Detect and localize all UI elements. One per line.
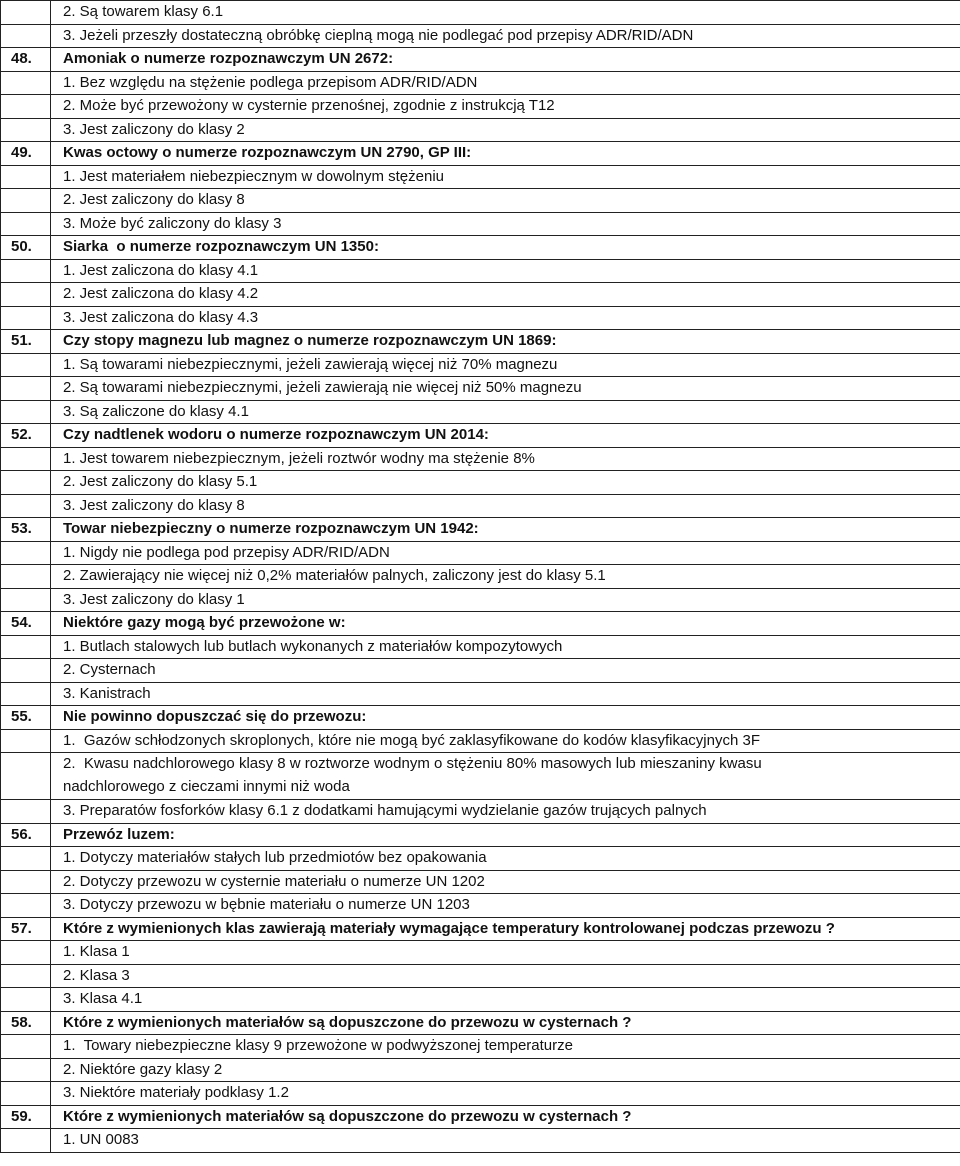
- question-number: 49.: [1, 142, 51, 166]
- question-number: [1, 682, 51, 706]
- answer-option: 1. Towary niebezpieczne klasy 9 przewożone w podwyższonej temperaturze: [51, 1035, 960, 1059]
- answer-option: 3. Jest zaliczona do klasy 4.3: [51, 306, 960, 330]
- question-text: Kwas octowy o numerze rozpoznawczym UN 2790, GP III:: [51, 142, 960, 166]
- answer-option: 3. Jest zaliczony do klasy 8: [51, 494, 960, 518]
- answer-option: 3. Jest zaliczony do klasy 1: [51, 588, 960, 612]
- question-number: [1, 941, 51, 965]
- answer-option: 3. Kanistrach: [51, 682, 960, 706]
- answer-row: [1, 753, 960, 800]
- answer-option: 3. Jest zaliczony do klasy 2: [51, 118, 960, 142]
- answer-row: [1, 447, 960, 471]
- question-number: [1, 189, 51, 213]
- answer-row: [1, 635, 960, 659]
- question-text: Nie powinno dopuszczać się do przewozu:: [51, 706, 960, 730]
- answer-option: 2. Klasa 3: [51, 964, 960, 988]
- question-number: [1, 1, 51, 25]
- question-row: [1, 1011, 960, 1035]
- answer-option: 2. Jest zaliczona do klasy 4.2: [51, 283, 960, 307]
- question-number: [1, 565, 51, 589]
- question-number: [1, 729, 51, 753]
- question-number: [1, 95, 51, 119]
- answer-row: [1, 189, 960, 213]
- answer-option: 2. Dotyczy przewozu w cysternie materiału o numerze UN 1202: [51, 870, 960, 894]
- answer-option: 3. Może być zaliczony do klasy 3: [51, 212, 960, 236]
- answer-option: 2. Zawierający nie więcej niż 0,2% materiałów palnych, zaliczony jest do klasy 5.1: [51, 565, 960, 589]
- answer-row: [1, 659, 960, 683]
- answer-row: [1, 588, 960, 612]
- question-text: Siarka o numerze rozpoznawczym UN 1350:: [51, 236, 960, 260]
- question-text: Które z wymienionych materiałów są dopuszczone do przewozu w cysternach ?: [51, 1105, 960, 1129]
- answer-option: 1. Nigdy nie podlega pod przepisy ADR/RID/ADN: [51, 541, 960, 565]
- answer-option: 2. Jest zaliczony do klasy 5.1: [51, 471, 960, 495]
- question-text: Towar niebezpieczny o numerze rozpoznawczym UN 1942:: [51, 518, 960, 542]
- answer-row: [1, 800, 960, 824]
- answer-row: [1, 870, 960, 894]
- question-number: 57.: [1, 917, 51, 941]
- question-number: 55.: [1, 706, 51, 730]
- question-number: [1, 471, 51, 495]
- answer-row: [1, 165, 960, 189]
- question-number: 53.: [1, 518, 51, 542]
- question-number: [1, 964, 51, 988]
- question-number: [1, 165, 51, 189]
- question-number: 48.: [1, 48, 51, 72]
- question-number: [1, 1082, 51, 1106]
- answer-option: [51, 753, 960, 800]
- answer-option: 2. Niektóre gazy klasy 2: [51, 1058, 960, 1082]
- answer-option: 3. Niektóre materiały podklasy 1.2: [51, 1082, 960, 1106]
- question-number: [1, 541, 51, 565]
- answer-row: [1, 894, 960, 918]
- answer-row: [1, 283, 960, 307]
- answer-option: 1. Są towarami niebezpiecznymi, jeżeli zawierają więcej niż 70% magnezu: [51, 353, 960, 377]
- question-number: 54.: [1, 612, 51, 636]
- answer-option: 1. Butlach stalowych lub butlach wykonanych z materiałów kompozytowych: [51, 635, 960, 659]
- question-number: [1, 353, 51, 377]
- question-number: 56.: [1, 823, 51, 847]
- question-number: [1, 870, 51, 894]
- question-number: [1, 1129, 51, 1153]
- answer-option: 1. Jest towarem niebezpiecznym, jeżeli roztwór wodny ma stężenie 8%: [51, 447, 960, 471]
- answer-row: [1, 847, 960, 871]
- question-text: Które z wymienionych klas zawierają materiały wymagające temperatury kontrolowanej podczas przewozu ?: [51, 917, 960, 941]
- answer-option: 1. Bez względu na stężenie podlega przepisom ADR/RID/ADN: [51, 71, 960, 95]
- question-number: [1, 212, 51, 236]
- answer-option: 1. UN 0083: [51, 1129, 960, 1153]
- answer-row: [1, 471, 960, 495]
- question-text: Czy nadtlenek wodoru o numerze rozpoznawczym UN 2014:: [51, 424, 960, 448]
- question-row: [1, 236, 960, 260]
- answer-option: 2. Może być przewożony w cysternie przenośnej, zgodnie z instrukcją T12: [51, 95, 960, 119]
- answer-option: 1. Jest materiałem niebezpiecznym w dowolnym stężeniu: [51, 165, 960, 189]
- answer-row: [1, 212, 960, 236]
- question-row: [1, 142, 960, 166]
- answer-row: [1, 494, 960, 518]
- question-number: 50.: [1, 236, 51, 260]
- question-table-body: [1, 1, 960, 1153]
- answer-row: [1, 1, 960, 25]
- answer-row: [1, 964, 960, 988]
- question-number: [1, 894, 51, 918]
- question-number: [1, 800, 51, 824]
- question-number: [1, 283, 51, 307]
- answer-option: 2. Jest zaliczony do klasy 8: [51, 189, 960, 213]
- question-text: Niektóre gazy mogą być przewożone w:: [51, 612, 960, 636]
- answer-text-line1: 2. Kwasu nadchlorowego klasy 8 w roztworze wodnym o stężeniu 80% masowych lub mieszaniny kwasu: [63, 755, 762, 772]
- question-number: [1, 1035, 51, 1059]
- answer-row: [1, 306, 960, 330]
- question-number: [1, 118, 51, 142]
- answer-row: [1, 1035, 960, 1059]
- answer-option: 2. Są towarem klasy 6.1: [51, 1, 960, 25]
- answer-option: 2. Cysternach: [51, 659, 960, 683]
- question-number: [1, 400, 51, 424]
- answer-row: [1, 682, 960, 706]
- answer-row: [1, 988, 960, 1012]
- question-number: 59.: [1, 1105, 51, 1129]
- answer-option: 1. Dotyczy materiałów stałych lub przedmiotów bez opakowania: [51, 847, 960, 871]
- answer-row: [1, 1058, 960, 1082]
- answer-row: [1, 24, 960, 48]
- answer-text-line2: nadchlorowego z cieczami innymi niż woda: [63, 777, 350, 795]
- answer-option: 1. Klasa 1: [51, 941, 960, 965]
- question-text: Które z wymienionych materiałów są dopuszczone do przewozu w cysternach ?: [51, 1011, 960, 1035]
- answer-option: 3. Dotyczy przewozu w bębnie materiału o numerze UN 1203: [51, 894, 960, 918]
- question-number: [1, 494, 51, 518]
- question-row: [1, 424, 960, 448]
- question-row: [1, 48, 960, 72]
- question-number: [1, 1058, 51, 1082]
- question-row: [1, 1105, 960, 1129]
- question-row: [1, 330, 960, 354]
- answer-row: [1, 118, 960, 142]
- question-number: [1, 24, 51, 48]
- question-text: Przewóz luzem:: [51, 823, 960, 847]
- question-text: Amoniak o numerze rozpoznawczym UN 2672:: [51, 48, 960, 72]
- question-row: [1, 706, 960, 730]
- answer-row: [1, 565, 960, 589]
- question-number: [1, 71, 51, 95]
- answer-option: 1. Gazów schłodzonych skroplonych, które nie mogą być zaklasyfikowane do kodów klasyfikacyjnych 3F: [51, 729, 960, 753]
- answer-option: 3. Preparatów fosforków klasy 6.1 z dodatkami hamującymi wydzielanie gazów trujących palnych: [51, 800, 960, 824]
- answer-row: [1, 377, 960, 401]
- answer-option: 3. Klasa 4.1: [51, 988, 960, 1012]
- answer-row: [1, 941, 960, 965]
- question-text: Czy stopy magnezu lub magnez o numerze rozpoznawczym UN 1869:: [51, 330, 960, 354]
- question-number: [1, 753, 51, 800]
- question-number: [1, 847, 51, 871]
- question-number: 58.: [1, 1011, 51, 1035]
- answer-row: [1, 353, 960, 377]
- question-number: [1, 259, 51, 283]
- question-row: [1, 917, 960, 941]
- question-row: [1, 612, 960, 636]
- answer-row: [1, 1082, 960, 1106]
- question-row: [1, 823, 960, 847]
- answer-row: [1, 729, 960, 753]
- question-number: [1, 377, 51, 401]
- answer-row: [1, 541, 960, 565]
- question-number: [1, 588, 51, 612]
- question-number: [1, 988, 51, 1012]
- answer-row: [1, 259, 960, 283]
- answer-option: 3. Są zaliczone do klasy 4.1: [51, 400, 960, 424]
- question-row: [1, 518, 960, 542]
- question-number: [1, 635, 51, 659]
- answer-option: 3. Jeżeli przeszły dostateczną obróbkę cieplną mogą nie podlegać pod przepisy ADR/RID/ADN: [51, 24, 960, 48]
- question-number: 51.: [1, 330, 51, 354]
- question-number: 52.: [1, 424, 51, 448]
- answer-option: 2. Są towarami niebezpiecznymi, jeżeli zawierają nie więcej niż 50% magnezu: [51, 377, 960, 401]
- question-number: [1, 447, 51, 471]
- answer-option: 1. Jest zaliczona do klasy 4.1: [51, 259, 960, 283]
- answer-row: [1, 95, 960, 119]
- question-number: [1, 306, 51, 330]
- answer-row: [1, 71, 960, 95]
- answer-row: [1, 400, 960, 424]
- answer-row: [1, 1129, 960, 1153]
- question-number: [1, 659, 51, 683]
